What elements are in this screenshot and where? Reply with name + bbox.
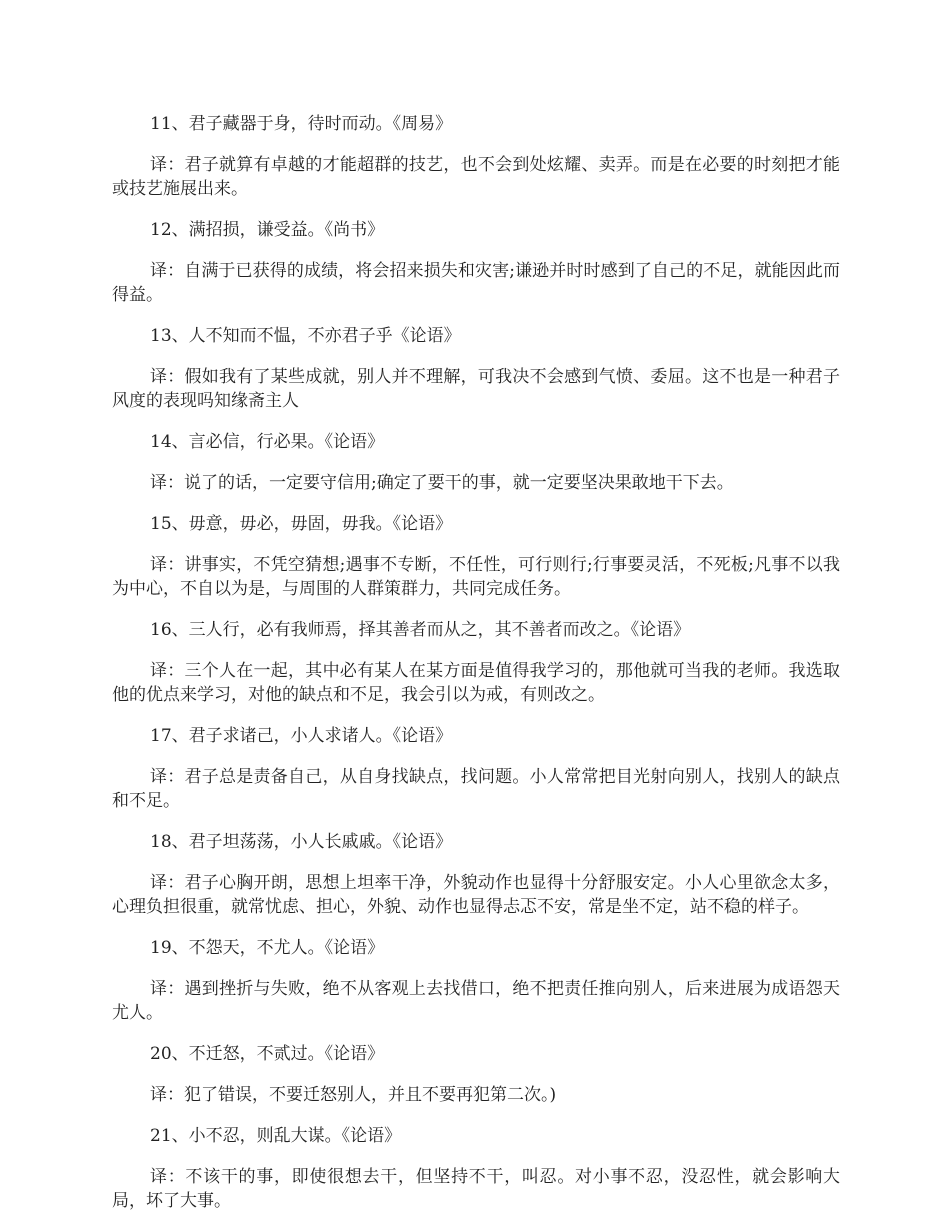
quote: 17、君子求诸己，小人求诸人。《论语》: [150, 726, 453, 746]
quote: 12、满招损，谦受益。《尚书》: [150, 220, 385, 240]
entry-19: [112, 936, 840, 1025]
entry-11: [112, 112, 840, 201]
entry-14: [112, 430, 840, 495]
quote: 20、不迁怒，不贰过。《论语》: [150, 1044, 385, 1064]
quote: 21、小不忍，则乱大谋。《论语》: [150, 1126, 402, 1146]
quote: 11、君子藏器于身，待时而动。《周易》: [150, 114, 453, 134]
entry-12: [112, 218, 840, 307]
translation: 译：三个人在一起，其中必有某人在某方面是值得我学习的，那他就可当我的老师。我选取他的优点来学习，对他的缺点和不足，我会引以为戒，有则改之。: [112, 661, 840, 705]
translation: 译：君子总是责备自己，从自身找缺点，找问题。小人常常把目光射向别人，找别人的缺点和不足。: [112, 767, 840, 811]
translation: 译：遇到挫折与失败，绝不从客观上去找借口，绝不把责任推向别人，后来进展为成语怨天尤人。: [112, 979, 840, 1023]
quote: 14、言必信，行必果。《论语》: [150, 432, 385, 452]
entry-16: [112, 618, 840, 707]
entry-17: [112, 724, 840, 813]
translation: 译：自满于已获得的成绩，将会招来损失和灾害;谦逊并时时感到了自己的不足，就能因此而得益。: [112, 261, 840, 305]
translation: 译：君子心胸开朗，思想上坦率干净，外貌动作也显得十分舒服安定。小人心里欲念太多，心理负担很重，就常忧虑、担心，外貌、动作也显得忐忑不安，常是坐不定，站不稳的样子。: [112, 873, 840, 917]
translation: 译：君子就算有卓越的才能超群的技艺，也不会到处炫耀、卖弄。而是在必要的时刻把才能或技艺施展出来。: [112, 155, 840, 199]
entry-21: [112, 1124, 840, 1213]
entry-15: [112, 512, 840, 601]
entry-20: [112, 1042, 840, 1107]
translation: 译：讲事实，不凭空猜想;遇事不专断，不任性，可行则行;行事要灵活，不死板;凡事不以我为中心，不自以为是，与周围的人群策群力，共同完成任务。: [112, 555, 840, 599]
document-page: [112, 112, 840, 1230]
quote: 16、三人行，必有我师焉，择其善者而从之，其不善者而改之。《论语》: [150, 620, 691, 640]
translation: 译：不该干的事，即使很想去干，但坚持不干，叫忍。对小事不忍，没忍性，就会影响大局，坏了大事。: [112, 1167, 840, 1211]
quote: 19、不怨天，不尤人。《论语》: [150, 938, 385, 958]
quote: 13、人不知而不愠，不亦君子乎《论语》: [150, 326, 461, 346]
quote: 18、君子坦荡荡，小人长戚戚。《论语》: [150, 832, 453, 852]
translation: 译：犯了错误，不要迁怒别人，并且不要再犯第二次。): [150, 1085, 557, 1105]
quote: 15、毋意，毋必，毋固，毋我。《论语》: [150, 514, 453, 534]
translation: 译：说了的话，一定要守信用;确定了要干的事，就一定要坚决果敢地干下去。: [150, 473, 734, 493]
entry-18: [112, 830, 840, 919]
entry-13: [112, 324, 840, 413]
translation: 译：假如我有了某些成就，别人并不理解，可我决不会感到气愤、委屈。这不也是一种君子风度的表现吗知缘斋主人: [112, 367, 840, 411]
